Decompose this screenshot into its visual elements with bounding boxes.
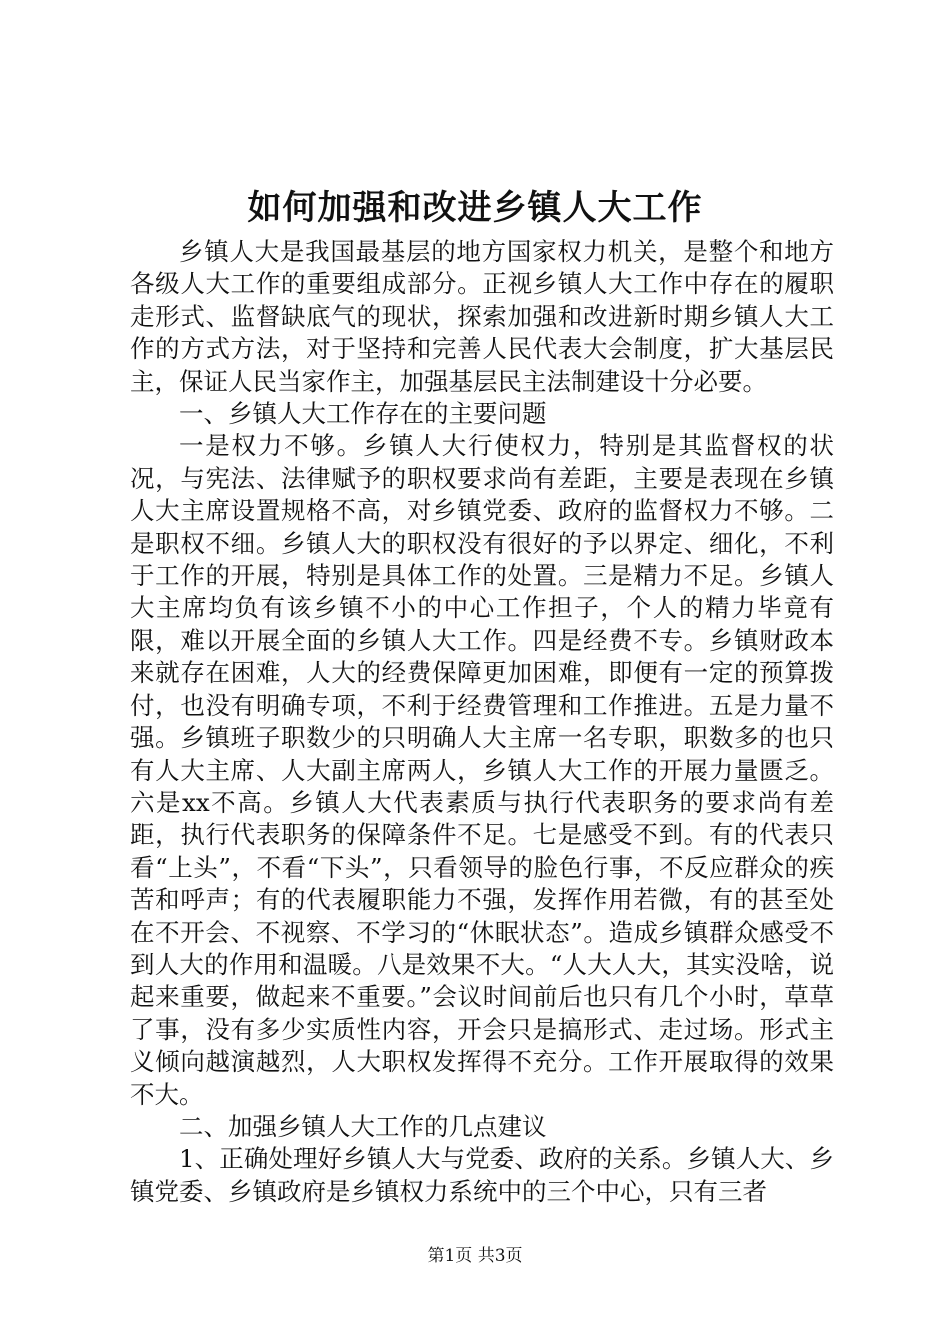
page-indicator: 第1页 共3页 <box>427 1246 523 1266</box>
document-title: 如何加强和改进乡镇人大工作 <box>247 188 703 228</box>
section-heading-suggestions: 二、加强乡镇人大工作的几点建议 <box>179 1111 547 1141</box>
section-heading-problems: 一、乡镇人大工作存在的主要问题 <box>179 399 547 429</box>
problems-paragraph: 一是权力不够。乡镇人大行使权力，特别是其监督权的状况，与宪法、法律赋予的职权要求尚有差距，主要是表现在乡镇人大主席设置规格不高，对乡镇党委、政府的监督权力不够。二是职权不细。乡镇人大的职权没有很好的予以界定、细化，不利于工作的开展，特别是具体工作的处置。三是精力不足。乡镇人大主席均负有该乡镇不小的中心工作担子，个人的精力毕竟有限，难以开展全面的乡镇人大工作。四是经费不专。乡镇财政本来就存在困难，人大的经费保障更加困难，即便有一定的预算拨付，也没有明确专项，不利于经费管理和工作推进。五是力量不强。乡镇班子职数少的只明确人大主席一名专职，职数多的也只有人大主席、人大副主席两人，乡镇人大工作的开展力量匮乏。六是xx不高。乡镇人大代表素质与执行代表职务的要求尚有差距，执行代表职务的保障条件不足。七是感受不到。有的代表只看“上头”，不看“下头”，只看领导的脸色行事，不反应群众的疾苦和呼声；有的代表履职能力不强，发挥作用若微，有的甚至处在不开会、不视察、不学习的“休眠状态”。造成乡镇群众感受不到人大的作用和温暖。八是效果不大。“人大人大，其实没啥，说起来重要，做起来不重要。”会议时间前后也只有几个小时，草草了事，没有多少实质性内容，开会只是搞形式、走过场。形式主义倾向越演越烈，人大职权发挥得不充分。工作开展取得的效果不大。 <box>130 431 834 1109</box>
intro-paragraph: 乡镇人大是我国最基层的地方国家权力机关，是整个和地方各级人大工作的重要组成部分。正视乡镇人大工作中存在的履职走形式、监督缺底气的现状，探索加强和改进新时期乡镇人大工作的方式方法，对于坚持和完善人民代表大会制度，扩大基层民主，保证人民当家作主，加强基层民主法制建设十分必要。 <box>130 237 834 396</box>
document-body <box>130 236 834 1208</box>
suggestion-paragraph: 1、正确处理好乡镇人大与党委、政府的关系。乡镇人大、乡镇党委、乡镇政府是乡镇权力系统中的三个中心，只有三者 <box>130 1144 834 1206</box>
